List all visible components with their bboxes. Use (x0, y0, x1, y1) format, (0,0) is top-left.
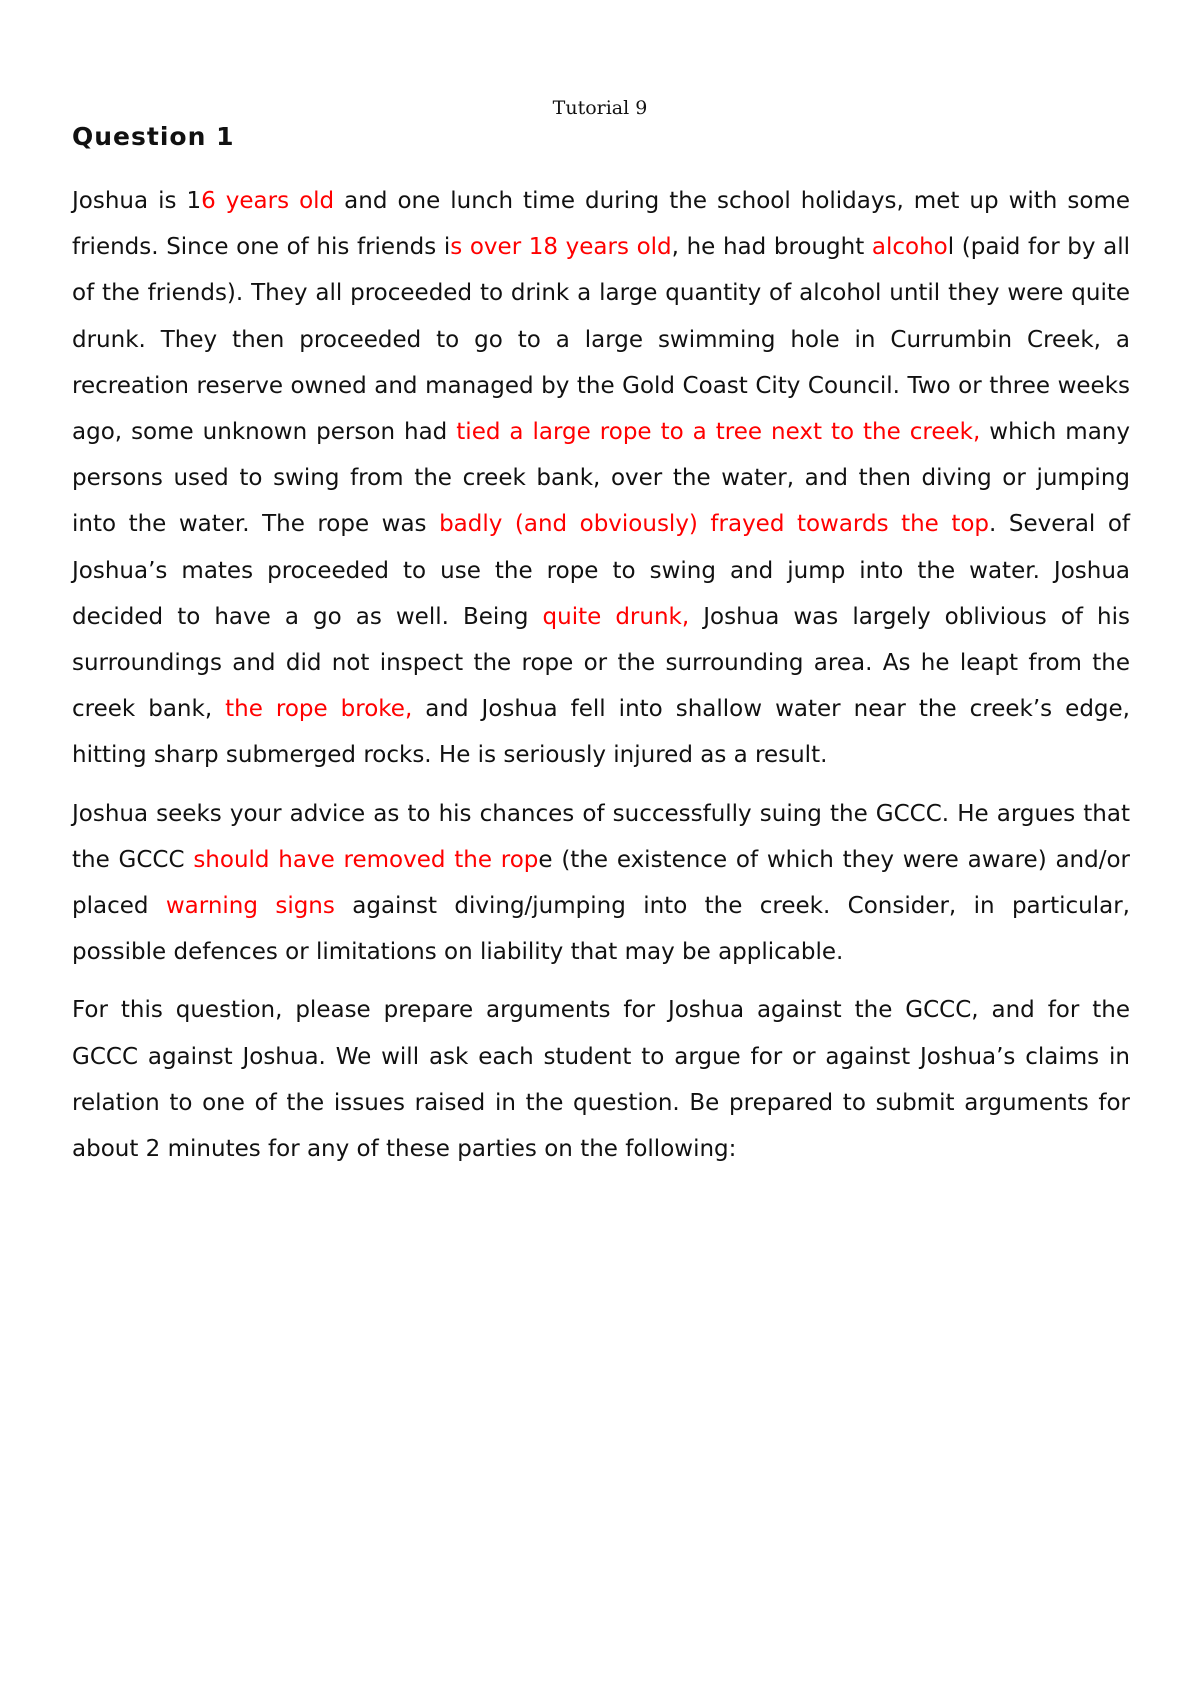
highlighted-text: the rope broke, (225, 696, 413, 723)
text-segment: against diving/jumping into the creek. Consider, in particular, possible defences or limitations on liability that may be applicable. (72, 893, 1130, 966)
paragraph-instructions (72, 987, 1130, 1172)
text-segment: Joshua seeks your advice as to his chances of successfully suing the GCCC. He argues that the GCCC (72, 800, 1130, 873)
document-body (72, 178, 1130, 1184)
text-segment: . Several of Joshua’s mates proceeded to use the rope to swing and jump into the water. Joshua decided to have a go as well. Being (72, 511, 1131, 630)
highlighted-text: should have removed the rop (193, 846, 539, 873)
highlighted-text: s over 18 years old (450, 234, 672, 261)
highlighted-text: quite drunk, (542, 603, 690, 630)
highlighted-text: 6 years old (201, 188, 335, 214)
paragraph-advice (72, 791, 1130, 976)
question-heading: Question 1 (72, 122, 235, 151)
text-segment: Joshua is 1 (72, 188, 202, 214)
highlighted-text: warning signs (165, 893, 335, 920)
text-segment: and one lunch time during the school holidays, met up with some friends. Since one of his friends i (72, 188, 1130, 261)
text-segment: , he had brought (671, 234, 872, 261)
paragraph-facts (72, 178, 1130, 779)
highlighted-text: tied a large rope to a tree next to the creek, (456, 419, 981, 446)
highlighted-text: badly (and obviously) frayed towards the top (439, 511, 990, 538)
text-segment: l (paid for by all of the friends). They all proceeded to drink a large quantity of alcohol until they were quite drunk. They then proceeded to go to a large swimming hole in Currumbin Creek, a recreation reserve owned and managed by the Gold Coast City Council. Two or three weeks ago, some unknown person had (72, 234, 1130, 446)
highlighted-text: alcoho (871, 234, 948, 261)
text-segment: For this question, please prepare arguments for Joshua against the GCCC, and for the GCCC against Joshua. We will ask each student to argue for or against Joshua’s claims in relation to one of the issues raised in the question. Be prepared to submit arguments for about 2 minutes for any of these parties on the following: (72, 997, 1130, 1163)
text-segment: e (the existence of which they were aware) and/or placed (72, 846, 1130, 920)
page-header: Tutorial 9 (552, 97, 648, 119)
text-segment: Joshua was largely oblivious of his surroundings and did not inspect the rope or the surrounding area. As he leapt from the creek bank, (72, 603, 1130, 723)
text-segment: and Joshua fell into shallow water near the creek’s edge, hitting sharp submerged rocks. He is seriously injured as a result. (72, 696, 1130, 769)
text-segment: which many persons used to swing from the creek bank, over the water, and then diving or jumping into the water. The rope was (72, 419, 1130, 538)
